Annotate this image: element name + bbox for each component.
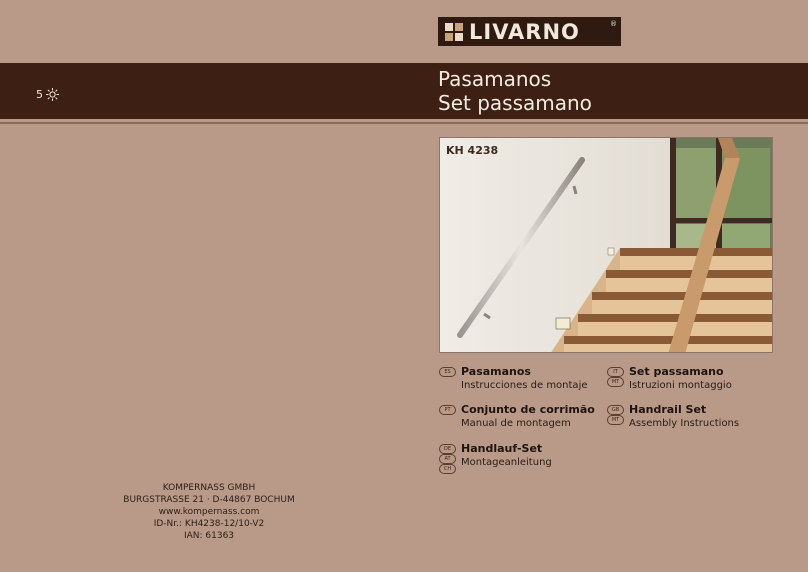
page-number-value: 5 <box>36 88 43 101</box>
lang-subtitle-pt: Manual de montagem <box>461 418 571 429</box>
logo-mark-icon <box>445 23 463 41</box>
lang-subtitle-de: Montageanleitung <box>461 457 552 468</box>
banner-divider <box>0 122 808 124</box>
brand-name: LIVARNO <box>469 19 580 44</box>
lang-title-es: Pasamanos <box>461 365 531 378</box>
page-number <box>36 88 59 101</box>
document-id: ID-Nr.: KH4238-12/10-V2 <box>153 519 265 529</box>
lang-badge-ch: CH <box>439 464 456 474</box>
lang-badge-it: IT <box>607 367 624 377</box>
lang-badge-es: ES <box>439 367 456 377</box>
company-name: KOMPERNASS GMBH <box>162 483 256 493</box>
company-address: BURGSTRASSE 21 · D-44867 BOCHUM <box>123 495 295 505</box>
lang-subtitle-it: Istruzioni montaggio <box>629 380 732 391</box>
ian-number: IAN: 61363 <box>183 531 235 541</box>
lang-title-pt: Conjunto de corrimão <box>461 403 595 416</box>
title-line-2: Set passamano <box>438 91 592 115</box>
lang-badge-mt: MT <box>607 377 624 387</box>
company-info <box>110 482 308 542</box>
product-photo <box>439 137 773 353</box>
staircase-illustration <box>440 138 773 353</box>
title-banner <box>0 63 808 119</box>
lang-badge-de: DE <box>439 444 456 454</box>
title-line-1: Pasamanos <box>438 67 552 91</box>
lang-badge-gb: GB <box>607 405 624 415</box>
lang-subtitle-es: Instrucciones de montaje <box>461 380 588 391</box>
company-website: www.kompernass.com <box>158 507 260 517</box>
brand-logo <box>438 17 621 46</box>
sun-icon <box>46 88 59 101</box>
lang-badge-at: AT <box>439 454 456 464</box>
lang-title-de: Handlauf-Set <box>461 442 543 455</box>
lang-badge-mt-2: MT <box>607 415 624 425</box>
lang-title-it: Set passamano <box>629 365 724 378</box>
model-number: KH 4238 <box>446 144 499 157</box>
lang-subtitle-gb: Assembly Instructions <box>629 418 740 429</box>
registered-mark: ® <box>610 20 617 28</box>
lang-badge-pt: PT <box>439 405 456 415</box>
lang-title-gb: Handrail Set <box>629 403 707 416</box>
